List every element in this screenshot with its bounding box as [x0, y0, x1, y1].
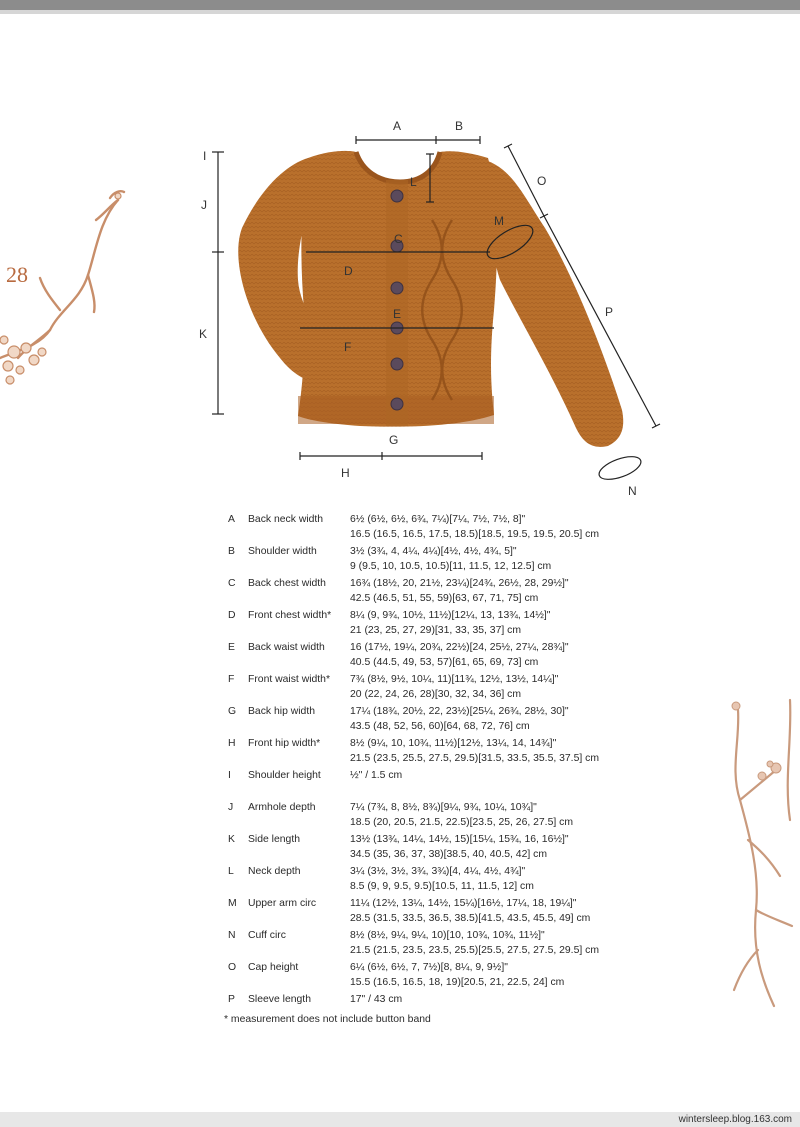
- measurement-letter: D: [228, 610, 236, 621]
- button-band: [386, 180, 408, 426]
- measurement-cm: 21.5 (21.5, 23.5, 23.5, 25.5)[25.5, 27.5, 27.5, 29.5] cm: [350, 945, 599, 956]
- measurement-inches: 6½ (6½, 6½, 6¾, 7¼)[7¼, 7½, 7½, 8]": [350, 514, 526, 525]
- measurement-letter: H: [228, 738, 236, 749]
- measurement-inches: 6¼ (6½, 6½, 7, 7½)[8, 8¼, 9, 9½]": [350, 962, 508, 973]
- measurement-letter: M: [228, 898, 237, 909]
- measurement-cm: 15.5 (16.5, 16.5, 18, 19)[20.5, 21, 22.5, 24] cm: [350, 977, 565, 988]
- measurement-inches: 13½ (13¾, 14¼, 14½, 15)[15¼, 15¾, 16, 16½]": [350, 834, 569, 845]
- measurement-letter: I: [228, 770, 231, 781]
- measurement-values: [350, 800, 780, 830]
- measurement-inches: 7¾ (8½, 9½, 10¼, 11)[11¾, 12½, 13½, 14¼]": [350, 674, 559, 685]
- label-l: L: [410, 175, 417, 189]
- measurement-cm: 21.5 (23.5, 25.5, 27.5, 29.5)[31.5, 33.5, 35.5, 37.5] cm: [350, 753, 599, 764]
- measurement-inches: 3½ (3¾, 4, 4¼, 4¼)[4½, 4½, 4¾, 5]": [350, 546, 517, 557]
- label-h: H: [341, 466, 350, 480]
- measurement-name: Cuff circ: [248, 930, 286, 941]
- measurement-cm: 21 (23, 25, 27, 29)[31, 33, 35, 37] cm: [350, 625, 521, 636]
- measurement-inches: 17¼ (18¾, 20½, 22, 23½)[25¼, 26¾, 28½, 30]": [350, 706, 569, 717]
- measurement-name: Cap height: [248, 962, 299, 973]
- measurement-inches: 8¼ (9, 9¾, 10½, 11½)[12¼, 13, 13¾, 14½]": [350, 610, 551, 621]
- measurement-values: [350, 544, 780, 574]
- measurement-name: Side length: [248, 834, 300, 845]
- measurement-name: Front hip width*: [248, 738, 321, 749]
- measurement-inches: 3¼ (3½, 3½, 3¾, 3¾)[4, 4¼, 4½, 4¾]": [350, 866, 526, 877]
- label-g: G: [389, 433, 399, 447]
- label-n: N: [628, 484, 637, 498]
- measurement-letter: K: [228, 834, 235, 845]
- measurement-inches: 16¾ (18½, 20, 21½, 23¼)[24¾, 26½, 28, 29½]": [350, 578, 569, 589]
- label-b: B: [455, 119, 464, 133]
- label-k: K: [199, 327, 208, 341]
- measurement-inches: 16 (17½, 19¼, 20¾, 22½)[24, 25½, 27¼, 28¾]": [350, 642, 569, 653]
- scan-top-edge: [0, 0, 800, 10]
- measurement-cm: 42.5 (46.5, 51, 55, 59)[63, 67, 71, 75] cm: [350, 593, 539, 604]
- measurement-cm: 16.5 (16.5, 16.5, 17.5, 18.5)[18.5, 19.5, 19.5, 20.5] cm: [350, 529, 599, 540]
- measurement-values: [350, 896, 780, 926]
- measurement-letter: E: [228, 642, 235, 653]
- measurement-values: [350, 512, 780, 542]
- measurement-name: Back hip width: [248, 706, 315, 717]
- measurement-inches: 17" / 43 cm: [350, 994, 403, 1005]
- button-3: [391, 282, 403, 294]
- measurement-inches: 8½ (9¼, 10, 10¾, 11½)[12½, 13¼, 14, 14¾]": [350, 738, 557, 749]
- measurement-inches: 8½ (8½, 9¼, 9¼, 10)[10, 10¾, 10¾, 11½]": [350, 930, 545, 941]
- measurement-cm: 20 (22, 24, 26, 28)[30, 32, 34, 36] cm: [350, 689, 521, 700]
- measurement-letter: G: [228, 706, 237, 717]
- label-c: C: [394, 232, 403, 246]
- label-i: I: [203, 149, 207, 163]
- measurement-letter: L: [228, 866, 234, 877]
- measurement-letter: J: [228, 802, 234, 813]
- measurement-name: Shoulder height: [248, 770, 321, 781]
- measurement-values: [350, 640, 780, 670]
- measurement-values: [350, 576, 780, 606]
- measurement-cm: 9 (9.5, 10, 10.5, 10.5)[11, 11.5, 12, 12.5] cm: [350, 561, 552, 572]
- measurement-name: Front waist width*: [248, 674, 330, 685]
- measurement-values: [350, 608, 780, 638]
- measurement-name: Front chest width*: [248, 610, 332, 621]
- button-6: [391, 398, 403, 410]
- measurement-letter: P: [228, 994, 235, 1005]
- measurement-name: Back waist width: [248, 642, 325, 653]
- measurement-name: Upper arm circ: [248, 898, 317, 909]
- measurement-values: [350, 768, 780, 783]
- measurement-values: [350, 672, 780, 702]
- cardigan-schematic: [190, 110, 670, 500]
- measurement-values: [350, 832, 780, 862]
- measurement-values: [350, 864, 780, 894]
- measurement-letter: C: [228, 578, 236, 589]
- measurement-name: Back neck width: [248, 514, 324, 525]
- measurement-cm: 40.5 (44.5, 49, 53, 57)[61, 65, 69, 73] cm: [350, 657, 539, 668]
- measurement-cm: 18.5 (20, 20.5, 21.5, 22.5)[23.5, 25, 26, 27.5] cm: [350, 817, 573, 828]
- label-m: M: [494, 214, 504, 228]
- measurement-inches: 7¼ (7¾, 8, 8½, 8¾)[9¼, 9¾, 10¼, 10¾]": [350, 802, 537, 813]
- measurement-name: Back chest width: [248, 578, 326, 589]
- measurement-inches: 11¼ (12½, 13¼, 14½, 15¼)[16½, 17¼, 18, 19¼]": [350, 898, 577, 909]
- measurement-name: Shoulder width: [248, 546, 317, 557]
- measurement-inches: ½" / 1.5 cm: [350, 770, 403, 781]
- footnote: * measurement does not include button band: [224, 1014, 431, 1025]
- scan-top-shadow: [0, 10, 800, 14]
- label-o: O: [537, 174, 547, 188]
- measurement-letter: N: [228, 930, 236, 941]
- label-d: D: [344, 264, 353, 278]
- right-sleeve: [478, 158, 623, 447]
- measurement-values: [350, 736, 780, 766]
- measurement-cm: 43.5 (48, 52, 56, 60)[64, 68, 72, 76] cm: [350, 721, 530, 732]
- measurement-cm: 34.5 (35, 36, 37, 38)[38.5, 40, 40.5, 42] cm: [350, 849, 547, 860]
- button-1: [391, 190, 403, 202]
- measurement-letter: F: [228, 674, 235, 685]
- label-p: P: [605, 305, 614, 319]
- measurement-letter: O: [228, 962, 237, 973]
- measurement-values: [350, 960, 780, 990]
- watermark-url: wintersleep.blog.163.com: [678, 1114, 792, 1125]
- label-e: E: [393, 307, 402, 321]
- measurement-values: [350, 928, 780, 958]
- measurement-cm: 8.5 (9, 9, 9.5, 9.5)[10.5, 11, 11.5, 12] cm: [350, 881, 534, 892]
- measurement-name: Neck depth: [248, 866, 301, 877]
- measurement-letter: B: [228, 546, 235, 557]
- measurement-cm: 28.5 (31.5, 33.5, 36.5, 38.5)[41.5, 43.5, 45.5, 49] cm: [350, 913, 591, 924]
- measurement-letter: A: [228, 514, 235, 525]
- measurement-values: [350, 704, 780, 734]
- measurement-name: Sleeve length: [248, 994, 311, 1005]
- measurement-values: [350, 992, 780, 1007]
- label-f: F: [344, 340, 352, 354]
- label-a: A: [393, 119, 402, 133]
- button-5: [391, 358, 403, 370]
- left-branch-decoration: [0, 180, 130, 400]
- measurement-name: Armhole depth: [248, 802, 316, 813]
- label-j: J: [201, 198, 207, 212]
- page-number: 28: [6, 262, 28, 287]
